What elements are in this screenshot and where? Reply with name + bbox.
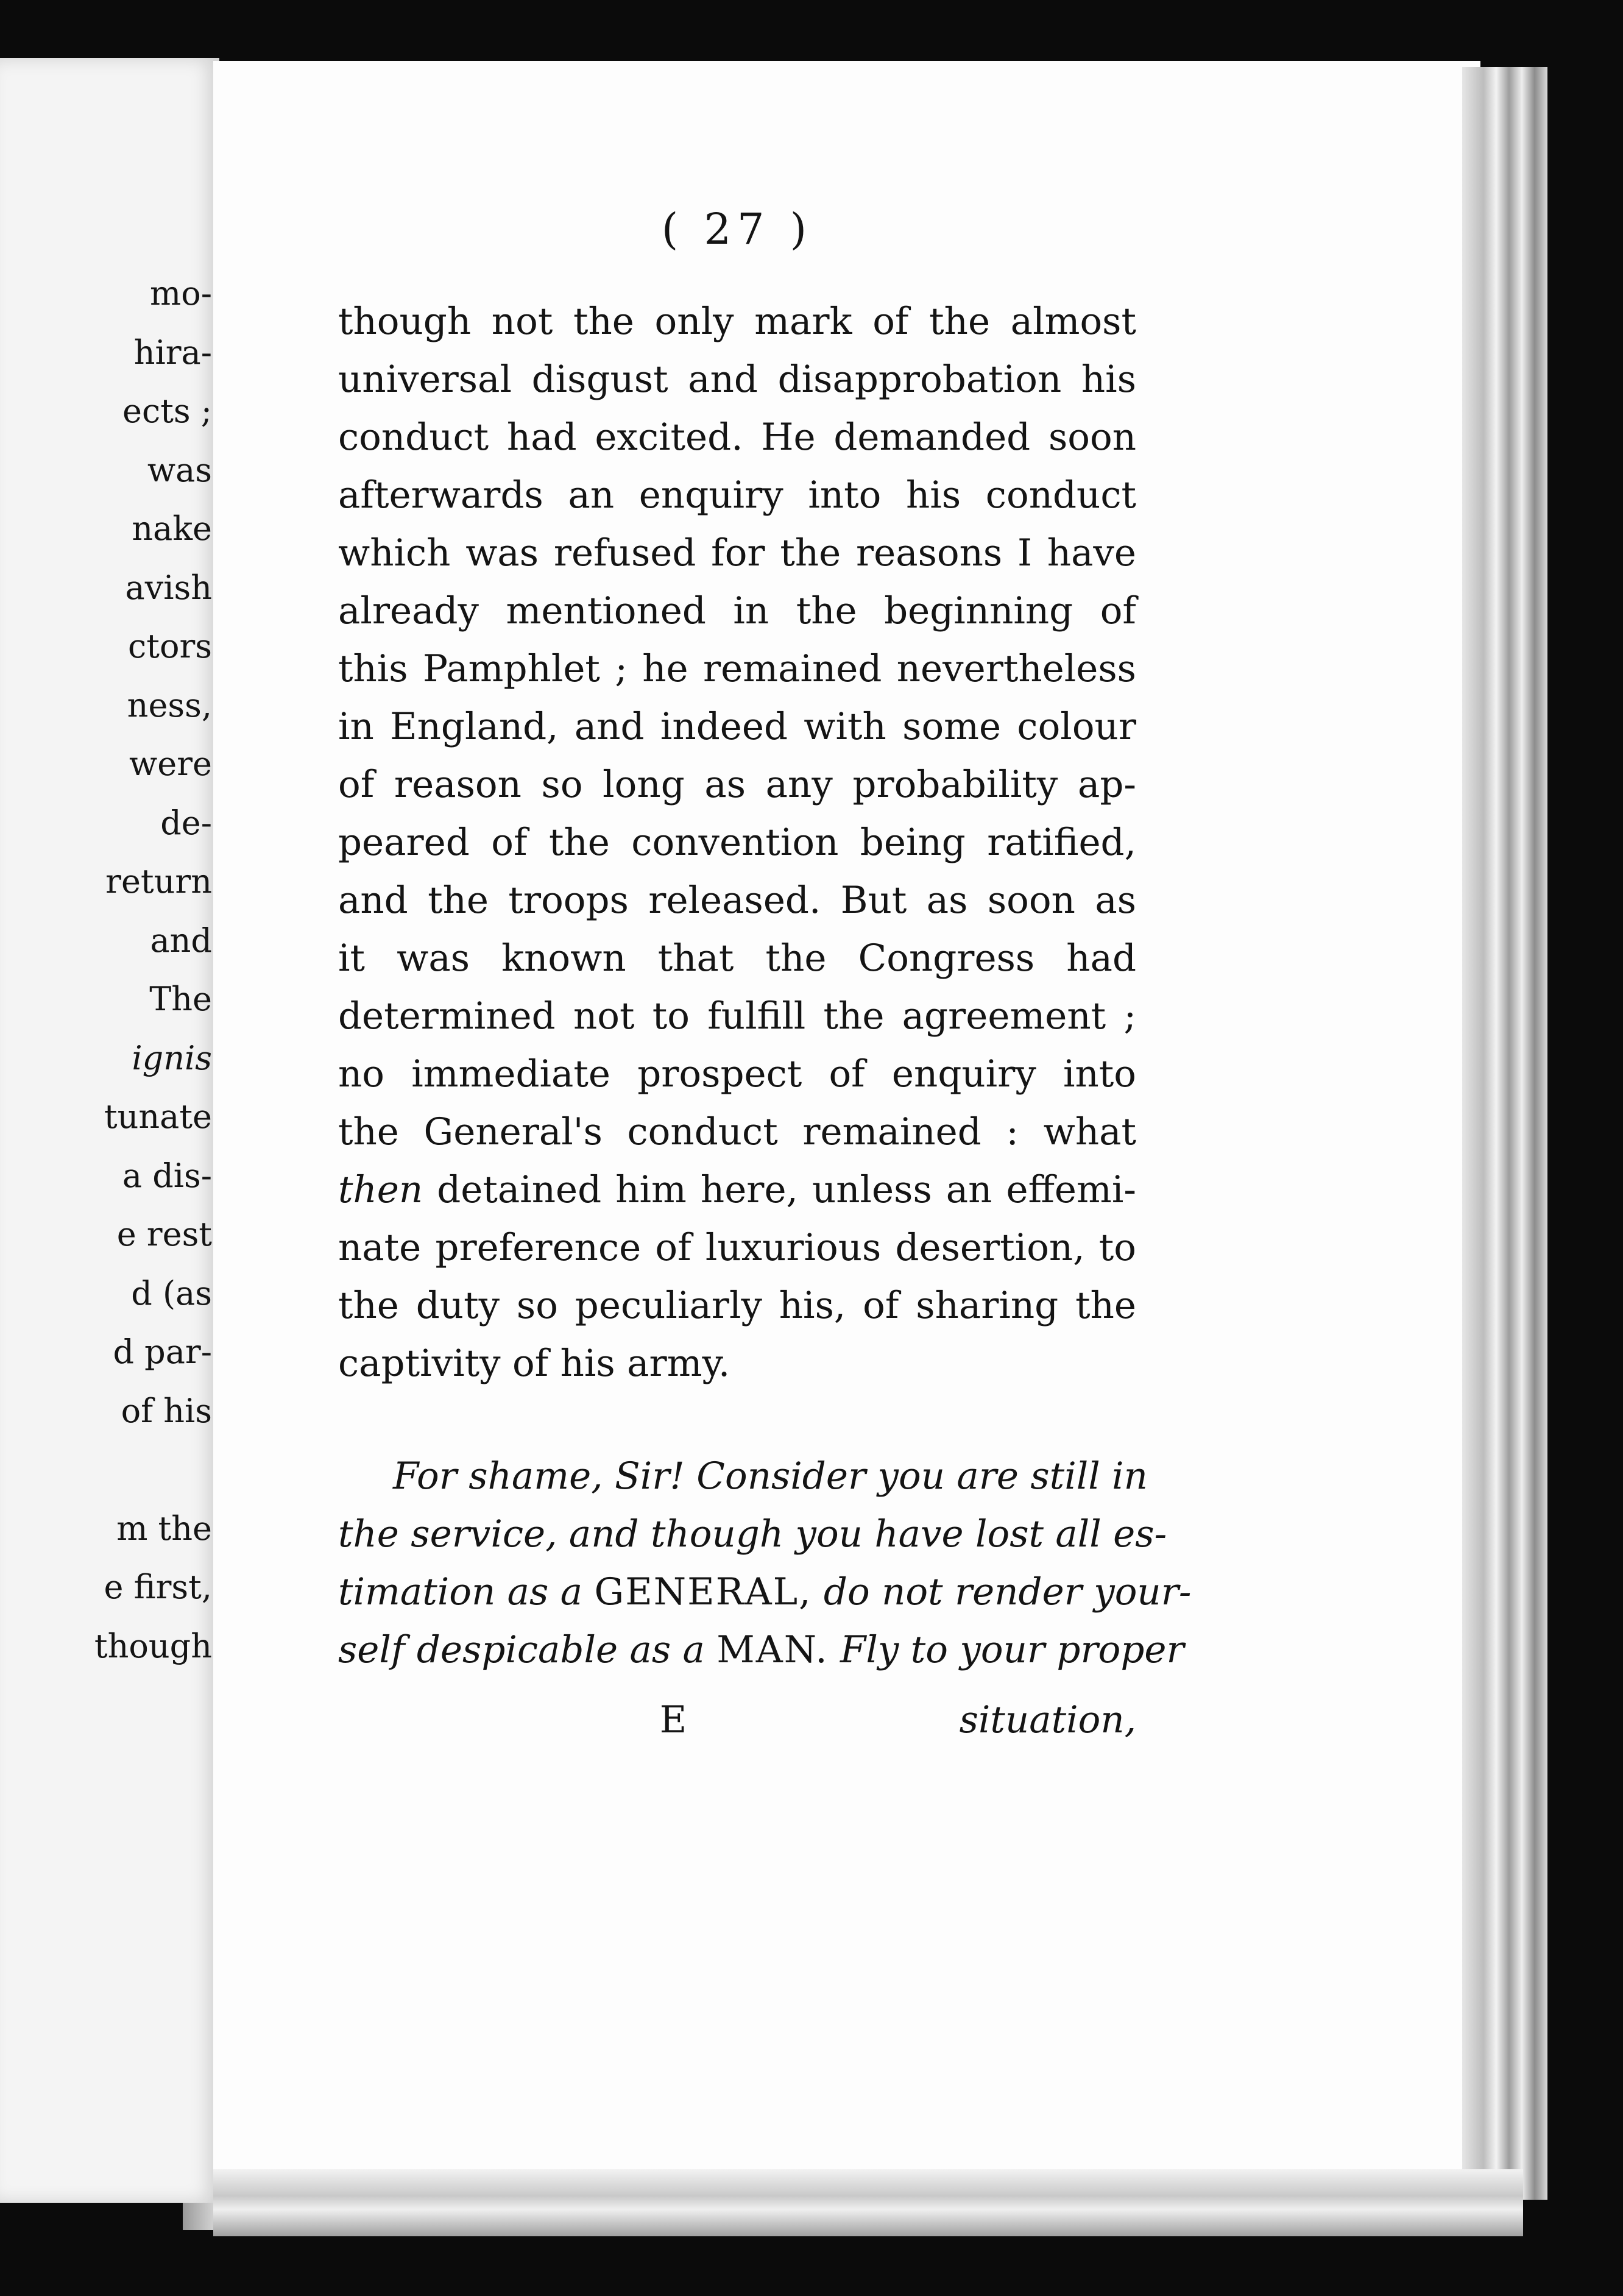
page-number: ( 27 ): [661, 204, 813, 254]
text-span: Fly to your proper: [828, 1628, 1184, 1671]
left-page-fragment: though: [94, 1626, 212, 1665]
page-bottom-edge: [213, 2169, 1523, 2236]
left-page-fragment: ects ;: [122, 392, 212, 430]
left-page-fragment: m the: [116, 1509, 212, 1548]
text-span: self despicable as a: [338, 1628, 717, 1671]
text-line: [338, 1563, 1192, 1621]
text-line: conduct had excited. He demanded soon: [338, 416, 1136, 459]
emphasis-word: then: [338, 1168, 423, 1211]
left-page-fragment: were: [129, 745, 212, 783]
text-line: no immediate prospect of enquiry into: [338, 1052, 1136, 1096]
catchword: situation,: [959, 1698, 1136, 1741]
text-line: For shame, Sir! Consider you are still in: [393, 1454, 1148, 1498]
left-page-fragment: tunate: [104, 1097, 212, 1136]
text-line: the service, and though you have lost all es-: [338, 1512, 1167, 1556]
left-page-fragment: ness,: [127, 686, 212, 725]
text-line: captivity of his army.: [338, 1342, 730, 1385]
left-page-fragment: hira-: [133, 333, 212, 372]
text-line: it was known that the Congress had: [338, 937, 1136, 980]
text-line: peared of the convention being ratified,: [338, 821, 1136, 864]
body-text: [338, 292, 1136, 1392]
text-line: which was refused for the reasons I have: [338, 531, 1136, 575]
left-page-fragment: return: [105, 862, 212, 901]
caps-word: MAN.: [716, 1628, 829, 1671]
text-line: the General's conduct remained : what: [338, 1110, 1136, 1153]
left-page: [0, 58, 219, 2203]
left-page-fragment: nake: [132, 509, 212, 548]
text-line: [338, 1621, 1184, 1679]
left-page-fragment: avish: [125, 568, 212, 607]
left-page-fragment: ignis: [132, 1038, 212, 1077]
left-page-fragment: a dis-: [122, 1156, 212, 1195]
text-line: and the troops released. But as soon as: [338, 879, 1136, 922]
page-edge: [1462, 67, 1547, 2200]
left-page-fragment: e first,: [104, 1568, 212, 1606]
text-line: of reason so long as any probability ap-: [338, 763, 1136, 806]
text-line: nate preference of luxurious desertion, to: [338, 1226, 1136, 1269]
left-page-fragment: The: [149, 980, 212, 1018]
left-page-fragment: of his: [121, 1391, 212, 1430]
text-line: [338, 1161, 1136, 1219]
left-page-fragment: and: [150, 921, 212, 960]
text-span: do not render your-: [812, 1570, 1192, 1614]
text-line: already mentioned in the beginning of: [338, 589, 1136, 632]
left-page-fragment: ctors: [128, 627, 212, 665]
left-page-fragment: mo-: [150, 274, 212, 313]
text-span: detained him here, unless an effemi-: [423, 1168, 1136, 1211]
text-line: in England, and indeed with some colour: [338, 705, 1136, 748]
text-line: though not the only mark of the almost: [338, 300, 1136, 343]
left-page-fragment: d par-: [113, 1333, 212, 1371]
italic-paragraph: [338, 1447, 1192, 1679]
text-line: universal disgust and disapprobation his: [338, 358, 1136, 401]
text-span: timation as a: [338, 1570, 595, 1614]
text-line: the duty so peculiarly his, of sharing the: [338, 1284, 1136, 1327]
left-page-fragment: d (as: [131, 1274, 212, 1313]
left-page-fragment: de-: [160, 803, 212, 842]
caps-word: GENERAL,: [594, 1570, 812, 1614]
signature-mark: E: [659, 1698, 687, 1741]
text-line: afterwards an enquiry into his conduct: [338, 473, 1136, 517]
left-page-fragment: was: [147, 450, 212, 489]
text-line: determined not to fulfill the agreement ;: [338, 994, 1136, 1038]
text-line: this Pamphlet ; he remained nevertheless: [338, 647, 1136, 690]
left-page-fragment: e rest: [116, 1215, 212, 1253]
